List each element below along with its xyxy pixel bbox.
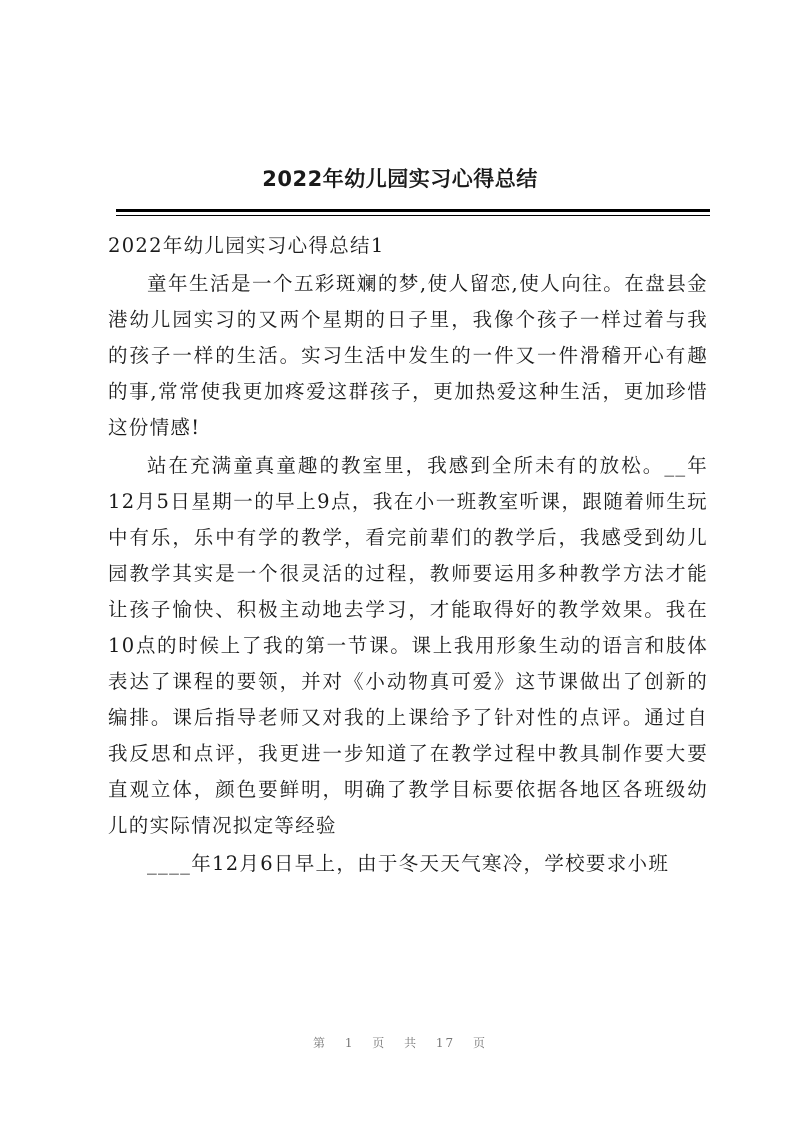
- title-rule-thick: [116, 209, 710, 212]
- document-title: 2022年幼儿园实习心得总结: [262, 167, 538, 191]
- page-number-footer: 第 1 页 共 17 页: [313, 1036, 487, 1050]
- paragraph-2: 站在充满童真童趣的教室里，我感到全所未有的放松。__年12月5日星期一的早上9点，我在小一班教室听课，跟随着师生玩中有乐，乐中有学的教学，看完前辈们的教学后，我感受到幼儿园教学其实是一个很灵活的过程，教师要运用多种教学方法才能让孩子愉快、积极主动地去学习，才能取得好的教学效果。我在10点的时候上了我的第一节课。课上我用形象生动的语言和肢体表达了课程的要领，并对《小动物真可爱》这节课做出了创新的编排。课后指导老师又对我的上课给予了针对性的点评。通过自我反思和点评，我更进一步知道了在教学过程中教具制作要大要直观立体，颜色要鲜明，明确了教学目标要依据各地区各班级幼儿的实际情况拟定等经验: [108, 454, 708, 837]
- title-rule-thin: [116, 215, 710, 216]
- paragraph-1: 童年生活是一个五彩斑斓的梦,使人留恋,使人向往。在盘县金港幼儿园实习的又两个星期的日子里，我像个孩子一样过着与我的孩子一样的生活。实习生活中发生的一件又一件滑稽开心有趣的事,常常使我更加疼爱这群孩子，更加热爱这种生活，更加珍惜这份情感!: [108, 272, 708, 439]
- paragraph-3: ____年12月6日早上，由于冬天天气寒冷，学校要求小班: [147, 852, 670, 875]
- document-body: [108, 228, 708, 882]
- section-heading: 2022年幼儿园实习心得总结1: [108, 234, 385, 257]
